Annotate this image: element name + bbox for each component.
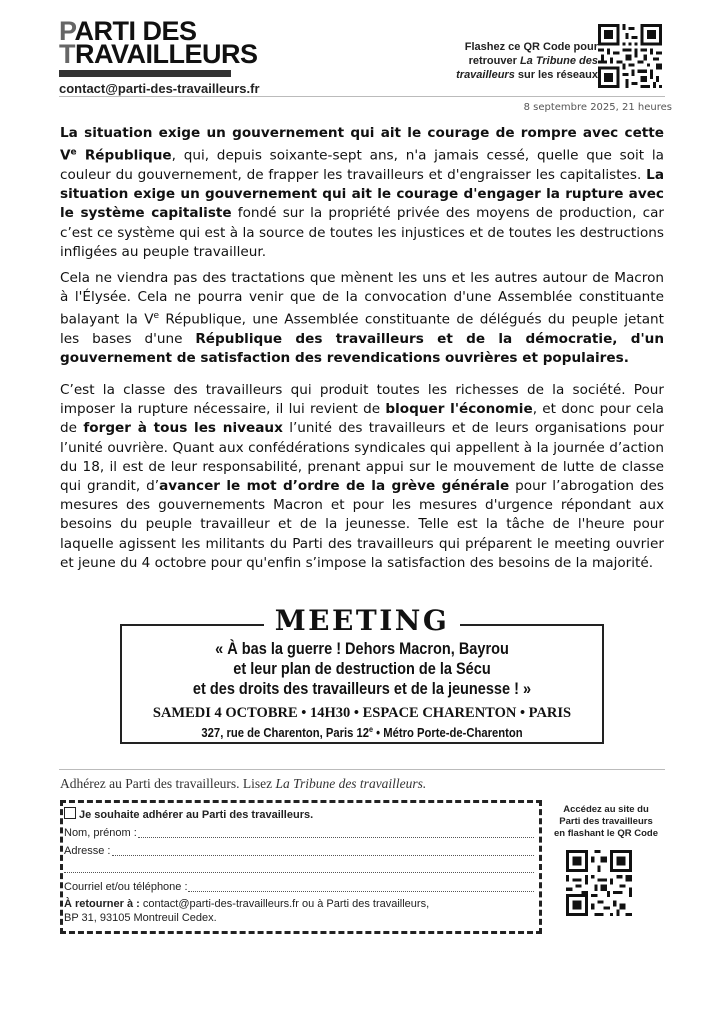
meeting-title: MEETING: [274, 604, 450, 637]
p1-text-2: fondé sur la propriété privée des moyens de production, car c’est ce système qui est à la source de toutes les injustices et de toutes les destructions infligées au peuple travailleur.: [60, 205, 664, 260]
paragraph-3: [60, 381, 664, 573]
meeting-slogan-1: « À bas la guerre ! Dehors Macron, Bayrou: [215, 640, 509, 658]
paragraph-2: [60, 269, 664, 369]
meeting-date-place: SAMEDI 4 OCTOBRE • 14H30 • ESPACE CHARENTON • PARIS: [152, 705, 572, 721]
form-return-line-1: [64, 898, 429, 910]
logo-text-2: RAVAILLEURS: [75, 39, 258, 69]
site-qr-line-2: Parti des travailleurs: [559, 816, 653, 827]
footer-divider: [59, 769, 665, 770]
qr-instruction: [448, 40, 598, 82]
p2-text-2: République, une Assemblée constituante de délégués du peuple jetant les bases d'une: [60, 311, 664, 348]
p3-bold-1: bloquer l'économie: [385, 401, 533, 418]
p3-bold-2: forger à tous les niveaux: [83, 420, 283, 437]
p3-text-1: C’est la classe des travailleurs qui produit toutes les richesses de la société. Pour imposer la rupture nécessaire, il lui revient de: [60, 382, 664, 418]
form-return-line-2: BP 31, 93105 Montreuil Cedex.: [64, 912, 217, 924]
meeting-address-sup: e: [369, 725, 374, 734]
meeting-address: [144, 725, 580, 740]
p3-text-2: , et donc pour cela de: [60, 401, 664, 437]
meeting-address-street: 327, rue de Charenton, Paris 12: [201, 726, 370, 741]
adherez-text-b: La Tribune des travailleurs.: [275, 776, 427, 791]
form-address-field[interactable]: [112, 855, 534, 856]
form-address-field-2[interactable]: [64, 872, 534, 873]
logo-bar: [59, 70, 231, 77]
site-qr-line-1: Accédez au site du: [563, 804, 649, 815]
qr-instruction-line-3: [448, 68, 598, 82]
qr-instruction-line-1: Flashez ce QR Code pour: [464, 41, 598, 53]
form-return-bold: À retourner à :: [64, 898, 140, 910]
p3-bold-3: avancer le mot d’ordre de la grève générale: [159, 478, 510, 495]
form-checkbox-row[interactable]: [64, 807, 313, 821]
p1-sup: e: [70, 147, 77, 158]
logo-initial-t: T: [59, 39, 75, 69]
form-address-label: Adresse :: [64, 845, 111, 857]
qr-instruction-line-2: [448, 54, 598, 68]
party-logo: [59, 16, 260, 96]
form-return-text: contact@parti-des-travailleurs.fr ou à Parti des travailleurs,: [139, 898, 430, 910]
form-contact-field[interactable]: [188, 891, 534, 892]
p1-bold-2: République: [76, 147, 172, 164]
site-qr-instruction: [548, 804, 664, 840]
qr-text-reseaux: sur les réseaux: [514, 69, 598, 81]
qr-text-retrouver: retrouver: [468, 55, 520, 67]
p2-bold-1: République des travailleurs et de la démocratie, d'un gouvernement de satisfaction des revendications ouvrières et populaires.: [60, 331, 665, 367]
form-name-label: Nom, prénom :: [64, 827, 137, 839]
qr-text-tribune: La Tribune des: [519, 55, 598, 67]
p1-text-1: , qui, depuis soixante-sept ans, n'a jamais cessé, quelle que soit la couleur du gouvernement, de frapper les travailleurs et d'engraisser les capitalistes.: [60, 147, 664, 183]
adherez-text: [60, 776, 426, 792]
adherez-text-a: Adhérez au Parti des travailleurs. Lisez: [60, 776, 276, 791]
membership-checkbox[interactable]: [64, 807, 76, 819]
date-stamp: 8 septembre 2025, 21 heures: [523, 102, 672, 113]
p1-bold-3: La situation exige un gouvernement qui ait le courage d'engager la rupture avec le système capitaliste: [60, 166, 664, 222]
form-name-field[interactable]: [138, 837, 534, 838]
qr-code-icon[interactable]: [598, 24, 662, 88]
form-checkbox-label: Je souhaite adhérer au Parti des travailleurs.: [79, 809, 314, 821]
meeting-slogan-2: et leur plan de destruction de la Sécu: [233, 660, 491, 678]
meeting-slogan-3: et des droits des travailleurs et de la jeunesse ! »: [192, 680, 532, 698]
p1-bold-1: La situation exige un gouvernement qui ait le courage de rompre avec cette V: [60, 125, 664, 164]
paragraph-1: [60, 124, 664, 262]
site-qr-line-3: en flashant le QR Code: [554, 828, 658, 839]
p3-text-4: pour l’abrogation des mesures des gouvernements Macron et pour les mesures d'urgence répondant aux besoins du peuple travailleur et de la jeunesse. Telle est la tâche de l'heure pour laquelle agissent les militants du Parti des travailleurs qui préparent le meeting ouvrier et jeune du 4 octobre pour qu'enfin s’impose la satisfaction des besoins de la majorité.: [60, 478, 664, 571]
meeting-address-metro: • Métro Porte-de-Charenton: [373, 726, 523, 741]
contact-email[interactable]: contact@parti-des-travailleurs.fr: [59, 81, 260, 96]
qr-text-travailleurs: travailleurs: [456, 69, 515, 81]
header-divider: [59, 96, 665, 97]
p3-text-3: l’unité des travailleurs et de leurs organisations pour l’unité ouvrière. Quant aux confédérations syndicales qui appellent à la journée d’action du 18, il est de leur responsabilité, prenant appui sur le mouvement de lutte de classe qui grandit, d’: [60, 420, 664, 495]
logo-line-2: [59, 39, 260, 69]
p2-text-1: Cela ne viendra pas des tractations que mènent les uns et les autres autour de Macron à l'Élysée. Cela ne pourra venir que de la convocation d'une Assemblée constituante balayant la V: [60, 270, 664, 328]
form-contact-label: Courriel et/ou téléphone :: [64, 881, 188, 893]
site-qr-code-icon[interactable]: [566, 850, 632, 916]
logo-initial-p: P: [59, 16, 75, 46]
logo-text-1: ARTI DES: [74, 16, 197, 46]
p2-sup: e: [153, 311, 160, 322]
